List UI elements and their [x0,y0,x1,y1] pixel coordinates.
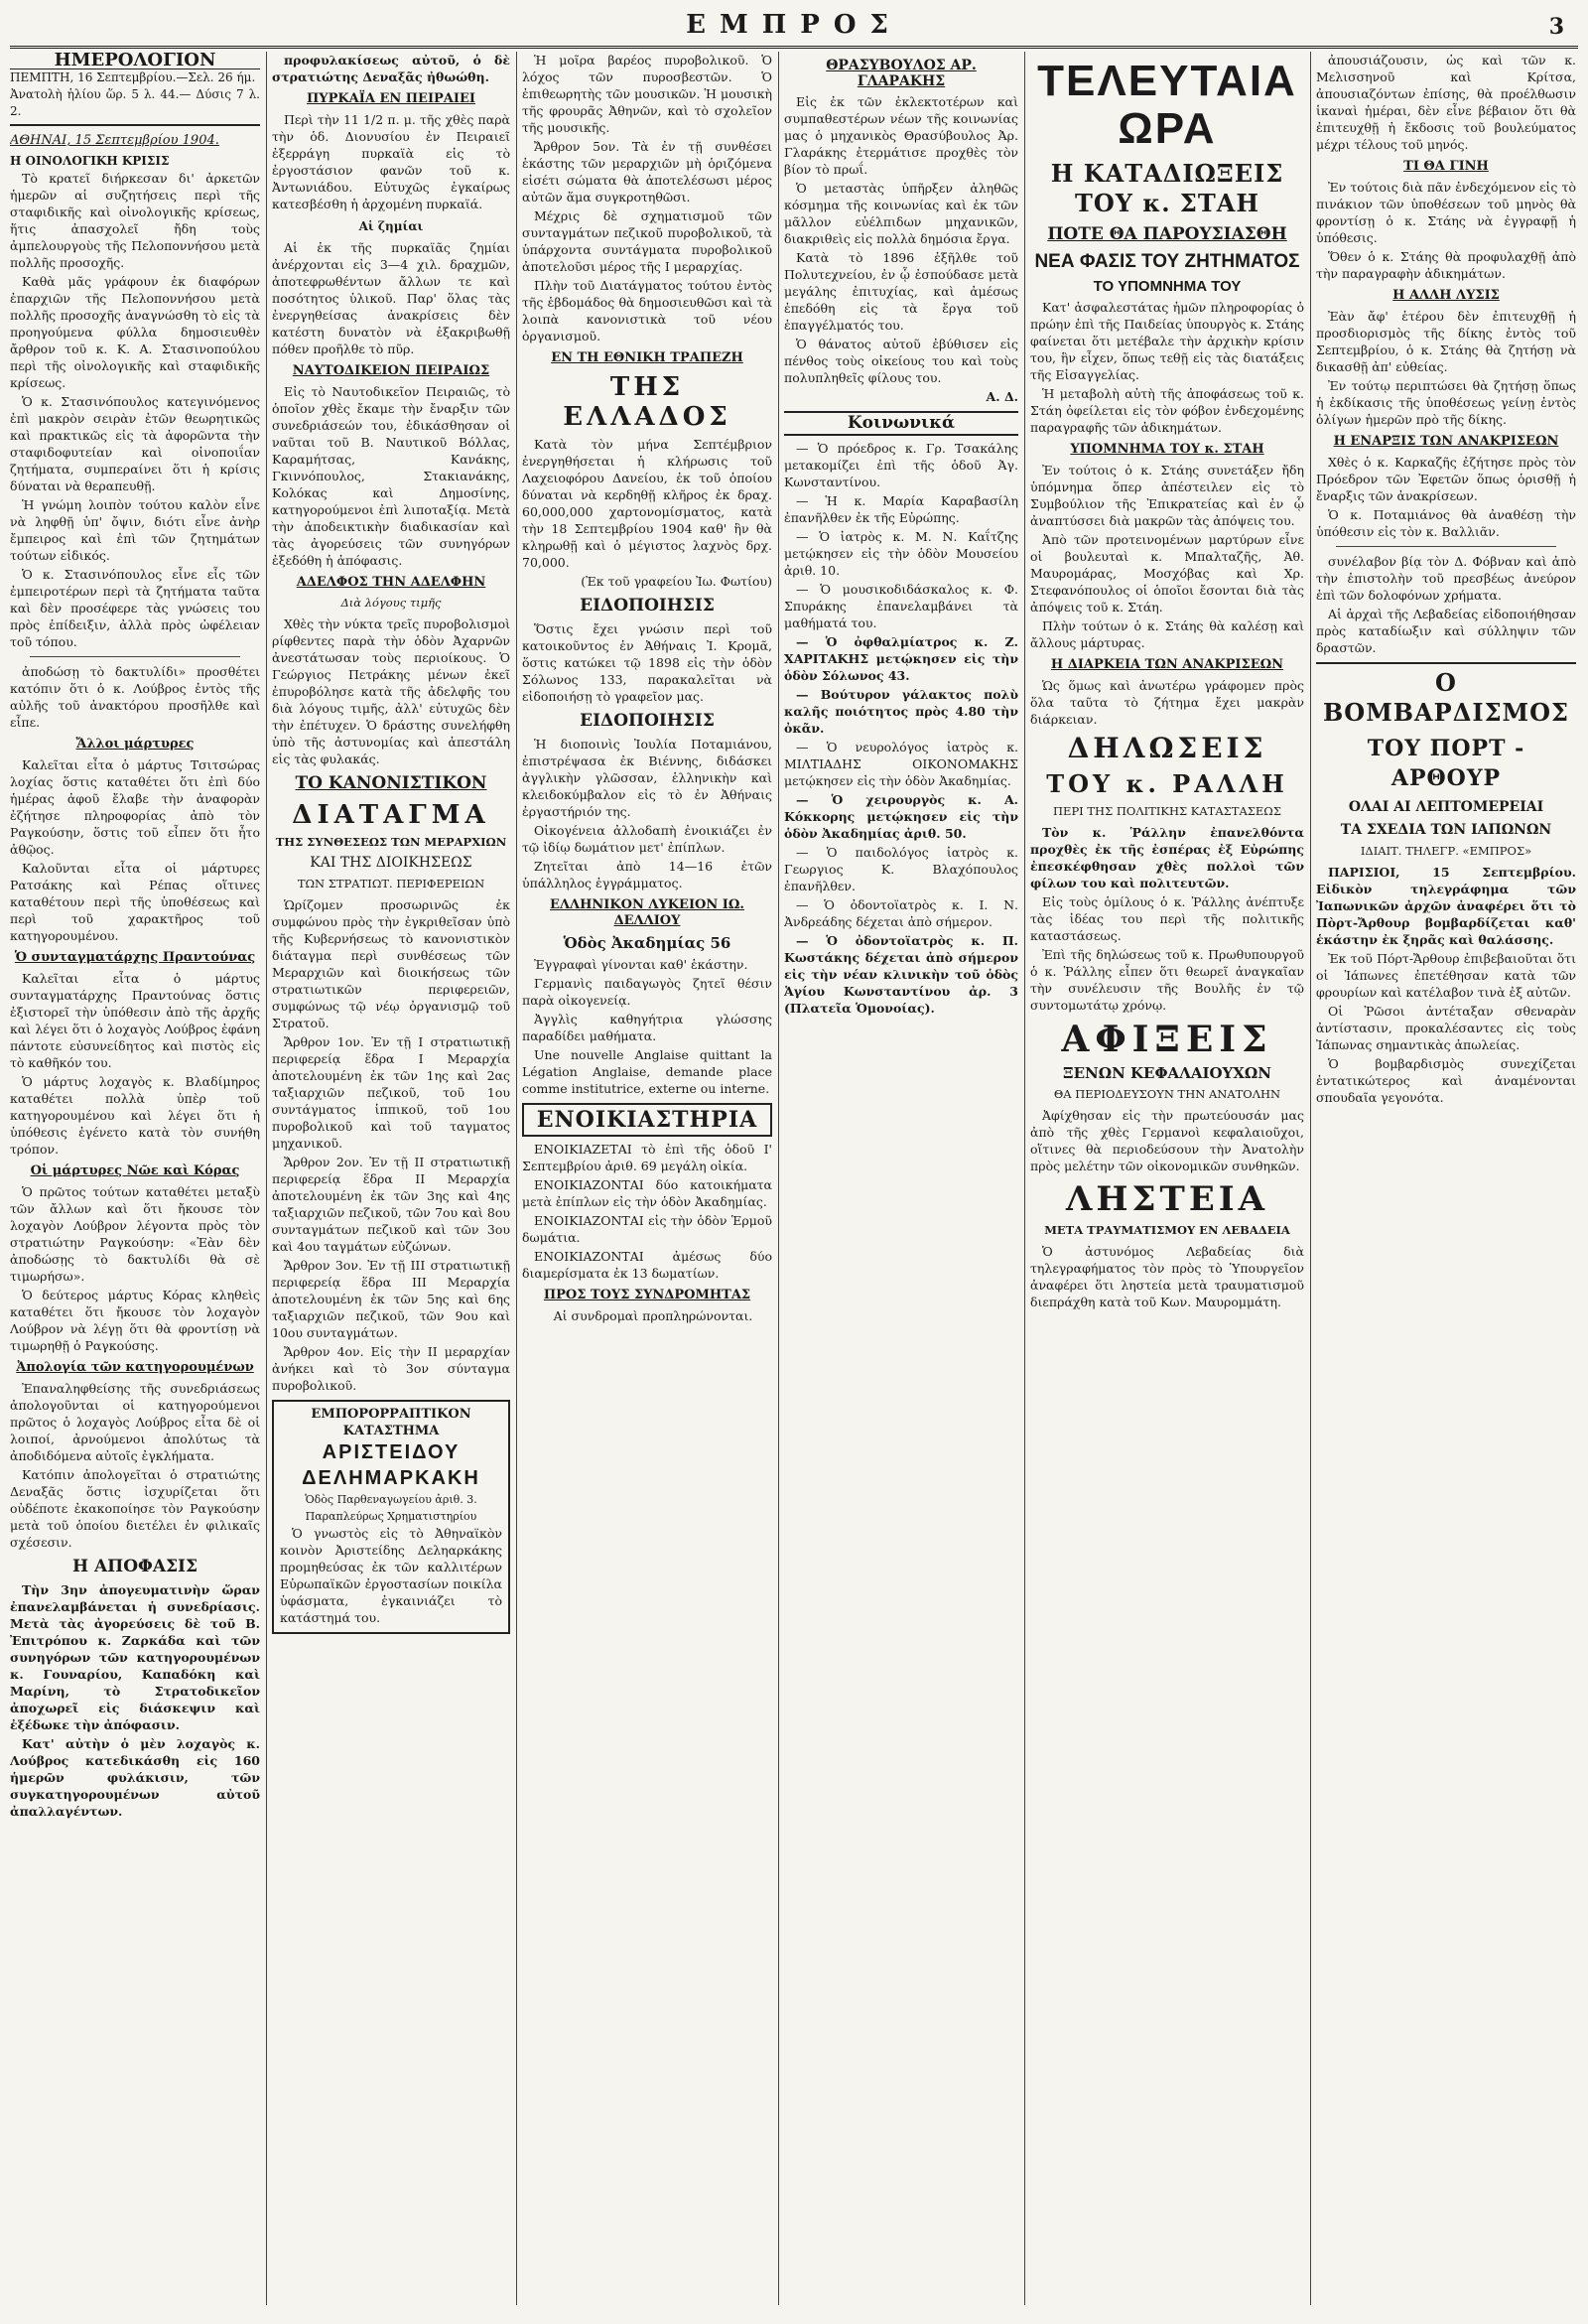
news-item: — Ἡ κ. Μαρία Καραβασίλη ἐπανῆλθεν ἐκ τῆς Εὐρώπης. [784,493,1018,525]
paragraph: Εἰς ἐκ τῶν ἐκλεκτοτέρων καὶ συμπαθεστέρων νέων τῆς κοινωνίας μας ὁ μηχανικὸς Θρασύβουλος Ἀρ. Γλαράκης ἐτερμάτισε προχθὲς τὸν βίον τὸ πρωΐ. [784,94,1018,177]
paragraph: ΠΑΡΙΣΙΟΙ, 15 Σεπτεμβρίου. Εἰδικὸν τηλεγράφημα τῶν Ἰαπωνικῶν ἀρχῶν ἀναφέρει ὅτι τὸ Πὸρτ-Ἄρθουρ βομβαρδίζεται καθ' ἑκάστην ἐκ ξηρᾶς καὶ θαλάσσης. [1316,865,1576,947]
paragraph: ἀπουσιάζουσιν, ὡς καὶ τῶν κ. Μελισσηνοῦ καὶ Κρίτσα, ἀπουσιαζόντων ἐπίσης, θὰ προέλθωσιν ἱκαναὶ ἡμέραι, δὲν εἶνε βέβαιον ὅτι θὰ ἐπιτευχθῇ ἡ ἔκδοσις τοῦ βουλεύματος μέχρι τέλους τοῦ μηνός. [1316,53,1576,152]
paragraph: Ἡ διοποινὶς Ἰουλία Ποταμιάνου, ἐπιστρέψασα ἐκ Βιέννης, διδάσκει ἀγγλικὴν γλῶσσαν, ἑλληνικὴν καὶ κλειδοκύμβαλον εἰς τὸ ἐν Ἀθήναις ἐργαστήριόν της. [522,737,772,819]
paragraph: Αἱ ἀρχαὶ τῆς Λεβαδείας εἰδοποιήθησαν πρὸς καταδίωξιν καὶ σύλληψιν τῶν δραστῶν. [1316,607,1576,655]
news-item: — Ὁ ὀφθαλμίατρος κ. Ζ. ΧΑΡΙΤΑΚΗΣ μετῴκησεν εἰς τὴν ὁδὸν Σόλωνος 43. [784,634,1018,683]
article-headline: ΔΙΑΤΑΓΜΑ [292,800,490,830]
paragraph: Τὸ κρατεῖ διήρκεσαν δι' ἀρκετῶν ἡμερῶν αἱ συζητήσεις περὶ τῆς σταφιδικῆς καὶ οἰνολογικῆς κρίσεως, ἥτις ἀπασχολεῖ ἤδη τοὺς ἀμπελουργοὺς τῆς Πελοποννήσου μετὰ πολλῆς προσοχῆς. [10,171,260,270]
article-headline: ΠΥΡΚΑΪΑ ΕΝ ΠΕΙΡΑΙΕΙ [307,91,475,106]
paragraph: Χθὲς τὴν νύκτα τρεῖς πυροβολισμοὶ ρίφθεντες παρὰ τὴν ὁδὸν Ἀχαρνῶν ἀνεστάτωσαν τοὺς περιοίκους. Ὁ Γεώργιος Πετράκης μένων ἐκεῖ ἐπυροβόλησε κατὰ τῆς ἀδελφῆς του διὰ λόγους τιμῆς, ἀλλ' εὐτυχῶς δὲν τὴν ἐπέτυχεν. Ὁ δράστης συνελήφθη ὑπὸ τῆς ἀστυνομίας καὶ ἀπεστάλη εἰς τὰς φυλακάς. [272,616,510,766]
subheading: ΘΑ ΠΕΡΙΟΔΕΥΣΟΥΝ ΤΗΝ ΑΝΑΤΟΛΗΝ [1053,1087,1281,1101]
paragraph: Ἡ γνώμη λοιπὸν τούτου καλὸν εἶνε νὰ ληφθῇ ὑπ' ὄψιν, διότι εἶνε ἀνὴρ ἔμπειρος καὶ ἐπὶ τῶν ζητημάτων τούτων εἰδικός. [10,497,260,563]
article-headline: ΕΝ ΤΗ ΕΘΝΙΚΗ ΤΡΑΠΕΖΗ [551,350,743,365]
subheading: Αἱ ζημίαι [358,219,424,233]
masthead [10,6,1578,49]
subheading: ΤΑ ΣΧΕΔΙΑ ΤΩΝ ΙΑΠΩΝΩΝ [1340,822,1552,838]
signature: Α. Δ. [986,389,1018,404]
column-4 [784,52,1018,2305]
paragraph: Ὁ μεταστὰς ὑπῆρξεν ἀληθῶς κόσμημα τῆς κοινωνίας καὶ ἐκ τῶν μᾶλλον εὐέλπιδων μηχανικῶν, διακριθεὶς εἰς πολλὰ δημόσια ἔργα. [784,181,1018,246]
subheading: ΠΕΡΙ ΤΗΣ ΠΟΛΙΤΙΚΗΣ ΚΑΤΑΣΤΑΣΕΩΣ [1053,804,1281,818]
article-headline: ΤΟΥ ΠΟΡΤ - ΑΡΘΟΥΡ [1367,736,1525,791]
subheading: ΝΕΑ ΦΑΣΙΣ ΤΟΥ ΖΗΤΗΜΑΤΟΣ [1034,251,1300,272]
news-item: — Ὁ ὀδοντοϊατρὸς κ. Π. Κωστάκης δέχεται ἀπὸ σήμερον εἰς τὴν νέαν κλινικὴν τοῦ ὁδὸς Ἁγίου Κωνσταντίνου ἀρ. 3 (Πλατεῖα Ὁμονοίας). [784,933,1018,1016]
newspaper-title: ΕΜΠΡΟΣ [686,10,902,40]
paragraph: Ὁ γνωστὸς εἰς τὸ Ἀθηναϊκὸν κοινὸν Ἀριστείδης Δεληαρκάκης προμηθεύσας ἐκ τῶν καλλιτέρων Εὐρωπαϊκῶν ἐργοστασίων ποικίλα ὑφάσματα, ἐγκαινιάζει τὸ κατάστημά του. [280,1526,502,1625]
paragraph: Κατὰ τὸ 1896 ἐξῆλθε τοῦ Πολυτεχνείου, ἐν ᾧ ἐσπούδασε μετὰ μεγάλης ἐπιτυχίας, καὶ ἀμέσως ἐπεδόθη εἰς τὰ ἔργα τοῦ ἐπαγγέλματός του. [784,250,1018,333]
article-headline: Η ΟΙΝΟΛΟΓΙΚΗ ΚΡΙΣΙΣ [10,154,170,168]
paragraph: Ὡρίζομεν προσωρινῶς ἐκ συμφώνου πρὸς τὴν ἐγκριθεῖσαν ὑπὸ τῆς Κυβερνήσεως τὸ κανονιστικὸν διάταγμα περὶ συνθέσεως τῶν Μεραρχιῶν καὶ διοικήσεως τῶν στρατιωτικῶν περιφερειῶν, συμφώνως τῷ νέῳ ὀργανισμῷ τοῦ Στρατοῦ. [272,897,510,1030]
newspaper-page [10,6,1578,2318]
column-rule [1310,52,1311,2305]
paragraph: Ἄρθρον 3ον. Ἐν τῇ ΙΙΙ στρατιωτικῇ περιφερείᾳ ἕδρα ΙΙΙ Μεραρχία ἀποτελουμένη ἐκ τῶν 5ης καὶ 6ης ταξιαρχιῶν πεζικοῦ, τῶν 9ου καὶ 10ου συνταγμάτων. [272,1258,510,1340]
calendar-title: ΗΜΕΡΟΛΟΓΙΟΝ [10,52,260,69]
paragraph: Χθὲς ὁ κ. Καρκαζῆς ἐζήτησε πρὸς τὸν Πρόεδρον τῶν Ἐφετῶν ὅπως ὁρισθῇ ἡ ἔναρξις τῶν ἀνακρίσεων. [1316,455,1576,503]
paragraph: Ἀφίχθησαν εἰς τὴν πρωτεύουσάν μας ἀπὸ τῆς χθὲς Γερμανοὶ κεφαλαιοῦχοι, οἵτινες θὰ περιοδεύσουν τὴν Ἀνατολὴν πρὸς μελέτην τῶν οἰκονομικῶν συνθηκῶν. [1030,1108,1304,1173]
column-rule [778,52,779,2305]
article-headline: ΛΗΣΤΕΙΑ [1065,1179,1269,1219]
paragraph: (Ἐκ τοῦ γραφείου Ἰω. Φωτίου) [581,574,772,589]
news-item: — Ὁ ὀδοντοϊατρὸς κ. Ι. Ν. Ἀνδρεάδης δέχεται ἀπὸ σήμερον. [784,897,1018,929]
paragraph: Ὁ θάνατος αὐτοῦ ἐβύθισεν εἰς πένθος τοὺς οἰκείους του καὶ τοὺς πολυπληθεῖς φίλους του. [784,337,1018,385]
divider [30,656,240,657]
paragraph: Τὸν κ. Ῥάλλην ἐπανελθόντα προχθὲς ἐκ τῆς ἐσπέρας ἐξ Εὐρώπης ἐπεσκέφθησαν χθὲς πολλοὶ τῶν φίλων του καὶ πολιτευτῶν. [1030,825,1304,890]
section-heading: ΕΝΟΙΚΙΑΣΤΗΡΙΑ [522,1103,772,1137]
article-headline: ΔΗΛΩΣΕΙΣ [1067,732,1267,764]
subheading: ΚΑΙ ΤΗΣ ΔΙΟΙΚΗΣΕΩΣ [310,855,472,871]
article-headline: ΘΡΑΣΥΒΟΥΛΟΣ ΑΡ. ΓΛΑΡΑΚΗΣ [826,58,977,89]
column-rule [266,52,267,2305]
column-6 [1316,52,1576,2305]
paragraph: συνέλαβον βίᾳ τὸν Δ. Φόβναν καὶ ἀπὸ τὴν ἐπιστολὴν τοῦ πρεσβέως ἀνεύρον ἐπὶ τῶν δολοφόνων χρήματα. [1316,554,1576,603]
paragraph: Καλεῖται εἶτα ὁ μάρτυς Τσιτσώρας λοχίας ὅστις καταθέτει ὅτι ἐπὶ δύο ἡμέρας ἀφοῦ ἔλαβε τὴν ἀναφορὰν ἐζήτησε πληροφορίας ἀπὸ τὸν Ραγκούσην, ὅστις τοῦ εἶπεν ὅτι ἦτο ἀθῷος. [10,757,260,857]
subheading: ΞΕΝΩΝ ΚΕΦΑΛΑΙΟΥΧΩΝ [1063,1064,1271,1082]
paragraph: Ὁ μάρτυς λοχαγὸς κ. Βλαδίμηρος καταθέτει πολλὰ ὑπὲρ τοῦ κατηγορουμένου καὶ λέγει ὅτι ἡ ὑπόθεσις ἐγένετο κατὰ τὸν συνήθη τρόπον. [10,1074,260,1157]
subheading: ΜΕΤΑ ΤΡΑΥΜΑΤΙΣΜΟΥ ΕΝ ΛΕΒΑΔΕΙΑ [1044,1223,1290,1237]
calendar-line: ΠΕΜΠΤΗ, 16 Σεπτεμβρίου.—Σελ. 26 ήμ. [10,70,256,84]
subheading: Η ΔΙΑΡΚΕΙΑ ΤΩΝ ΑΝΑΚΡΙΣΕΩΝ [1050,657,1284,672]
news-item: — Ὁ ἰατρὸς κ. Μ. Ν. Καΐτζης μετῴκησεν εἰς τὴν ὁδὸν Μουσείου ἀριθ. 10. [784,529,1018,578]
paragraph: Εἰς τὸ Ναυτοδικεῖον Πειραιῶς, τὸ ὁποῖον χθὲς ἔκαμε τὴν ἔναρξιν τῶν συνεδριάσεών του, ἐδικάσθησαν οἱ ναῦται τοῦ Β. Ναυτικοῦ Βόλλας, Καραμήτσας, Κανάκης, Γκιννόπουλος, Στακιανάκης, Κολόκας καὶ Δημοσίνης, κατηγορούμενοι ἐπὶ λιποταξίᾳ. Μετὰ τὴν ἀποδεικτικὴν διαδικασίαν καὶ τὰς ἀγορεύσεις τῶν συνηγόρων ἐξεδόθη ἡ ἀπόφασις. [272,384,510,568]
paragraph: Ζητεῖται ἀπὸ 14—16 ἐτῶν ὑπάλληλος ἐγγράμματος. [522,859,772,890]
paragraph: Ἐν τούτοις ὁ κ. Στάης συνετάξεν ἤδη ὑπόμνημα ὅπερ ἀπέστειλεν εἰς τὸ Συμβούλιον τῆς Ἐπικρατείας καὶ ἐν ᾧ ἀναπτύσσει διὰ μακρῶν τὰς ἀπόψεις του. [1030,463,1304,528]
paragraph: Κατ' αὐτὴν ὁ μὲν λοχαγὸς κ. Λούβρος κατεδικάσθη εἰς 160 ἡμερῶν φυλάκισιν, τῶν συγκατηγορουμένων αὐτοῦ ἀπαλλαγέντων. [10,1736,260,1819]
paragraph: Ἄρθρον 4ον. Εἰς τὴν ΙΙ μεραρχίαν ἀνήκει καὶ τὸ 3ον σύνταγμα πυροβολικοῦ. [272,1344,510,1393]
article-headline: ΕΙΔΟΠΟΙΗΣΙΣ [580,596,715,615]
subheading: ΤΩΝ ΣΤΡΑΤΙΩΤ. ΠΕΡΙΦΕΡΕΙΩΝ [297,877,485,890]
subheading: Ἄλλοι μάρτυρες [75,737,195,752]
calendar-line: Ἀνατολὴ ἡλίου ὥρ. 5 λ. 44.— Δύσις 7 λ. 2. [10,87,260,118]
subheading: Ὁ συνταγματάρχης Πραντούνας [14,950,256,965]
article-headline: ΕΙΔΟΠΟΙΗΣΙΣ [580,711,715,731]
paragraph: Ἐκ τοῦ Πόρτ-Ἄρθουρ ἐπιβεβαιοῦται ὅτι οἱ Ἰάπωνες ἐπετέθησαν κατὰ τῶν φρουρίων καὶ κατέλαβον τινὰ ἐξ αὐτῶν. [1316,951,1576,1000]
classified-ad: ΕΝΟΙΚΙΑΖΟΝΤΑΙ ἀμέσως δύο διαμερίσματα ἐκ 13 δωματίων. [522,1249,772,1281]
paragraph: Ὁ βομβαρδισμὸς συνεχίζεται ἐντατικώτερος καὶ ἀναμένονται σπουδαῖα γεγονότα. [1316,1056,1576,1105]
news-item: — Ὁ πρόεδρος κ. Γρ. Τσακάλης μετακομίζει ἐπὶ τῆς ὁδοῦ Ἀγ. Κωνσταντίνου. [784,441,1018,489]
subheading: ΤΗΣ ΣΥΝΘΕΣΕΩΣ ΤΩΝ ΜΕΡΑΡΧΙΩΝ [275,835,507,849]
paragraph: Ἐν τούτῳ περιπτώσει θὰ ζητήσῃ ὅπως ἡ ἐκδίκασις τῆς ὑποθέσεως γείνῃ ἐντὸς ὀλίγων ἡμερῶν πρὸ τῆς δίκης. [1316,378,1576,427]
article-headline: Η ΚΑΤΑΔΙΩΞΕΙΣ ΤΟΥ κ. ΣΤΑΗ [1050,159,1284,217]
paragraph: Γερμανὶς παιδαγωγὸς ζητεῖ θέσιν παρὰ οἰκογενείᾳ. [522,976,772,1008]
paragraph: Αἱ ἐκ τῆς πυρκαϊᾶς ζημίαι ἀνέρχονται εἰς 3—4 χιλ. δραχμῶν, ἀποτεφρωθέντων ἄλλων τε καὶ ποσότητος ὑλικοῦ. Παρ' ὅλας τὰς ἐνεργηθείσας ἀνακρίσεις δὲν κατέστη δυνατὸν νὰ ἐξακριβωθῇ πόθεν προῆλθε τὸ πῦρ. [272,240,510,356]
column-rule [516,52,517,2305]
paragraph: Εἰς τοὺς ὁμίλους ὁ κ. Ῥάλλης ἀνέπτυξε τὰς ἰδέας του περὶ τῆς πολιτικῆς καταστάσεως. [1030,894,1304,943]
paragraph: Ἐπαναληφθείσης τῆς συνεδριάσεως ἀπολογοῦνται οἱ κατηγορούμενοι πρῶτος ὁ λοχαγὸς Λούβρος εἶτα δὲ οἱ λοιποί, ἀρνούμενοι ἀπολύτως τὰ ἀποδιδόμενα αὐτοῖς ἐγκλήματα. [10,1381,260,1463]
ad-heading: ΑΡΙΣΤΕΙΔΟΥ ΔΕΛΗΜΑΡΚΑΚΗ [302,1441,480,1489]
news-item: — Ὁ χειρουργὸς κ. Α. Κόκκορης μετῴκησεν εἰς τὴν ὁδὸν Ἀκαδημίας ἀριθ. 50. [784,792,1018,841]
paragraph: Ὁ δεύτερος μάρτυς Κόρας κληθεὶς καταθέτει ὅτι ἤκουσε τὸν λοχαγὸν Λούβρον νὰ λέγῃ ὅτι θὰ φροντίσῃ νὰ τιμωρηθῇ ὁ Ραγκούσης. [10,1288,260,1353]
paragraph: Ὁ πρῶτος τούτων καταθέτει μεταξὺ τῶν ἄλλων καὶ ὅτι ἤκουσε τὸν λοχαγὸν Λούβρον λέγοντα πρὸς τὸν στρατιώτην Ραγκούσην: «Ἐὰν δὲν ἀποδώσῃς τὸ δακτυλίδι θὰ σὲ τιμωρήσω». [10,1184,260,1284]
paragraph: Καλοῦνται εἶτα οἱ μάρτυρες Ρατσάκης καὶ Ρέπας οἵτινες καταθέτουν περὶ τῆς ὑποθέσεως καὶ περὶ τοῦ χαρακτῆρος τοῦ κατηγορουμένου. [10,861,260,943]
paragraph: Ὁ ἀστυνόμος Λεβαδείας διὰ τηλεγραφήματος τὸν πρὸς τὸ Ὑπουργεῖον ἀναφέρει ὅτι ληστεία μετὰ τραυματισμοῦ διεπράχθη κατὰ τοῦ Κων. Μαυρομμάτη. [1030,1244,1304,1309]
paragraph: Ἐν τούτοις διὰ πᾶν ἐνδεχόμενον εἰς τὸ πινάκιον τῶν ὑποθέσεων τοῦ μηνὸς θὰ φροντίσῃ ὁ κ. Στάης νὰ ἐγγραφῇ ἡ ὑπόθεσις. [1316,180,1576,245]
paragraph: Ὁ κ. Ποταμιάνος θὰ ἀναθέσῃ τὴν ὑπόθεσιν εἰς τὸν κ. Βαλλιᾶν. [1316,507,1576,539]
article-headline: Ο ΒΟΜΒΑΡΔΙΣΜΟΣ [1316,662,1576,728]
article-headline: ΤΟ ΚΑΝΟΝΙΣΤΙΚΟΝ [295,773,487,793]
paragraph: Ἄρθρον 2ον. Ἐν τῇ ΙΙ στρατιωτικῇ περιφερείᾳ ἕδρα ΙΙ Μεραρχία ἀποτελουμένη ἐκ τῶν 3ης καὶ 4ης ταξιαρχιῶν πεζικοῦ, τῶν 7ου καὶ 8ου συνταγμάτων πεζικοῦ καὶ τῶν 3ου καὶ 4ου ταγμάτων εὐζώνων. [272,1155,510,1254]
paragraph: προφυλακίσεως αὐτοῦ, ὁ δὲ στρατιώτης Δεναξᾶς ἠθωώθη. [272,53,510,84]
subheading: ΠΟΤΕ ΘΑ ΠΑΡΟΥΣΙΑΣΘΗ [1047,224,1287,244]
subheading: Οἱ μάρτυρες Νῶε καὶ Κόρας [30,1163,240,1178]
classified-ad: ΕΝΟΙΚΙΑΖΕΤΑΙ τὸ ἐπὶ τῆς ὁδοῦ Ι' Σεπτεμβρίου ἀριθ. 69 μεγάλη οἰκία. [522,1142,772,1173]
paragraph: Ἐγγραφαὶ γίνονται καθ' ἑκάστην. [534,957,748,972]
paragraph: Οἱ Ῥῶσοι ἀντέταξαν σθεναρὰν ἀντίστασιν, προκαλέσαντες εἰς τοὺς Ἰάπωνας σημαντικὰς ἀπωλείας. [1316,1004,1576,1052]
paragraph: Ἡ μεταβολὴ αὐτὴ τῆς ἀποφάσεως τοῦ κ. Στάη ὀφείλεται εἰς τὸν φόβον ἐνδεχομένης παραγραφῆς τῶν ἀδικημάτων. [1030,386,1304,435]
subheading: Η ΑΠΟΦΑΣΙΣ [71,1557,198,1576]
section-heading: ΠΡΟΣ ΤΟΥΣ ΣΥΝΔΡΟΜΗΤΑΣ [543,1288,751,1302]
paragraph: Ἄρθρον 1ον. Ἐν τῇ Ι στρατιωτικῇ περιφερείᾳ ἕδρα Ι Μεραρχία ἀποτελουμένη ἐκ τῶν 1ης καὶ 2ας ταξιαρχιῶν πεζικοῦ, τοῦ 1ου συντάγματος ἱππικοῦ, τοῦ 1ου πυροβολικοῦ καὶ τοῦ ταγματος μηχανικοῦ. [272,1034,510,1151]
subheading: Η ΑΛΛΗ ΛΥΣΙΣ [1392,288,1500,303]
dateline: ΑΘΗΝΑΙ, 15 Σεπτεμβρίου 1904. [10,133,219,148]
paragraph: Πλὴν τούτων ὁ κ. Στάης θὰ καλέσῃ καὶ ἄλλους μάρτυρας. [1030,618,1304,650]
paragraph: Κατόπιν ἀπολογεῖται ὁ στρατιώτης Δεναξᾶς ὅστις ἰσχυρίζεται ὅτι οὐδέποτε ἐκακοποίησε τὸν Ραγκούσην μετὰ τοῦ ὁποίου διετέλει ἐν φιλικαῖς σχέσεσιν. [10,1467,260,1550]
subheading: ΙΔΙΑΙΤ. ΤΗΛΕΓΡ. «ΕΜΠΡΟΣ» [1360,844,1532,858]
paragraph: Ἀπὸ τῶν προτεινομένων μαρτύρων εἶνε οἱ βουλευταὶ κ. Μπαλταζῆς, Ἀθ. Μαυρομάρας, Μοσχόβας καὶ Χρ. Στεφανόπουλος οἱ ὁποῖοι ἔσονται διὰ τὰς ἀπόψεις τοῦ κ. Στάη. [1030,532,1304,615]
classified-ad: ΕΝΟΙΚΙΑΖΟΝΤΑΙ δύο κατοικήματα μετὰ ἐπίπλων εἰς τὴν ὁδὸν Ἀκαδημίας. [522,1177,772,1209]
paragraph: Ὡς ὅμως καὶ ἀνωτέρω γράφομεν πρὸς ὅλα ταῦτα τὸ ζήτημα ἔχει μακρὰν διάρκειαν. [1030,678,1304,727]
calendar-box [10,52,260,126]
subheading: Ἀπολογία τῶν κατηγορουμένων [16,1360,254,1375]
column-5 [1030,52,1304,2305]
news-item: — Ὁ μουσικοδιδάσκαλος κ. Φ. Σπυράκης ἐπανελαμβάνει τὰ μαθήματά του. [784,582,1018,630]
paragraph: Ὅστις ἔχει γνώσιν περὶ τοῦ κατοικοῦντος ἐν Ἀθήναις Ἰ. Κρομᾶ, ὅστις κατώκει τῷ 1898 εἰς τὴν ὁδὸν Σόλωνος 133, παρακαλεῖται νὰ εἰδοποιήσῃ τὸ γραφεῖον μας. [522,621,772,704]
headline-last-hour: ΤΕΛΕΥΤΑΙΑ ΩΡΑ [1037,57,1297,153]
paragraph: Ὁ κ. Στασινόπουλος εἶνε εἷς τῶν ἐμπειροτέρων περὶ τὰ ζητήματα ταῦτα καὶ δὲν προσέφερε τὰς γνώσεις του πρὸς ἐπίδειξιν, ἀλλὰ πρὸς ὠφέλειαν τοῦ τόπου. [10,567,260,649]
paragraph: Τὴν 3ην ἀπογευματινὴν ὥραν ἐπανελαμβάνεται ἡ συνεδρίασις. Μετὰ τὰς ἀγορεύσεις δὲ τοῦ Β. Ἐπιτρόπου κ. Ζαρκάδα καὶ τῶν συνηγόρων τῶν κατηγορουμένων κ. Γουναρίου, Καπαδόκη καὶ Μαρίνη, τὸ Στρατοδικεῖον ἀποχωρεῖ εἰς διάσκεψιν καὶ ἐξέδωκε τὴν ἀπόφασιν. [10,1582,260,1732]
ad-heading: ΕΜΠΟΡΟΡΡΑΠΤΙΚΟΝ ΚΑΤΑΣΤΗΜΑ [311,1407,471,1438]
page-number: 3 [1548,14,1564,40]
paragraph: Πλὴν τοῦ Διατάγματος τούτου ἐντὸς τῆς ἑβδομάδος θὰ δημοσιευθῶσι καὶ τὰ λοιπὰ κανονιστικὰ τοῦ νέου ὀργανισμοῦ. [522,278,772,343]
paragraph: Καθὰ μᾶς γράφουν ἐκ διαφόρων ἐπαρχιῶν τῆς Πελοποννήσου μετὰ πολλῆς προσοχῆς ἀναγνώσθη τὸ εἰς τὰ προηγούμενα φύλλα δημοσιευθὲν ἄρθρον τοῦ κ. Κ. Α. Στασινοπούλου περὶ τῆς οἰνολογικῆς καὶ σταφιδικῆς κρίσεως. [10,274,260,390]
news-item: — Ὁ νευρολόγος ἰατρὸς κ. ΜΙΛΤΙΑΔΗΣ ΟΙΚΟΝΟΜΑΚΗΣ μετῴκησεν εἰς τὴν ὁδὸν Ἀκαδημίας. [784,740,1018,788]
paragraph: Κατ' ἀσφαλεστάτας ἡμῶν πληροφορίας ὁ πρώην ἐπὶ τῆς Παιδείας ὑπουργὸς κ. Στάης φαίνεται ὅτι μετέβαλε τὴν ἀρχικὴν κρίσιν του, ἣν εἶχεν, ὅπως τεθῇ εἰς τὰς διατάξεις τῆς Εἰσαγγελίας. [1030,300,1304,382]
section-heading: Κοινωνικά [784,411,1018,436]
news-item: — Ὁ παιδολόγος ἰατρὸς κ. Γεωργιος Κ. Βλαχόπουλος ἐπανῆλθεν. [784,845,1018,893]
paragraph: ἀποδώσῃ τὸ δακτυλίδι» προσθέτει κατόπιν ὅτι ὁ κ. Λούβρος ἐντὸς τῆς αὐλῆς τοῦ ἀνακτόρου προσῆλθε καὶ εἶπε. [10,664,260,730]
paragraph: Κατὰ τὸν μήνα Σεπτέμβριον ἐνεργηθήσεται ἡ κλήρωσις τοῦ Λαχειοφόρου Δανείου, ἐκ τοῦ ὁποίου δύναται νὰ κερδηθῇ κλῆρος ἐκ δραχ. 60,000,000 χαρτονομίσματος, κατὰ τὴν 18 Σεπτεμβρίου 1904 καθ' ἣν θὰ κληρωθῇ καὶ ὁ μέγιστος λαχνὸς δρχ. 70,000. [522,437,772,570]
subheading: ΥΠΟΜΝΗΜΑ ΤΟΥ κ. ΣΤΑΗ [1070,442,1264,457]
subheading: Η ΕΝΑΡΞΙΣ ΤΩΝ ΑΝΑΚΡΙΣΕΩΝ [1333,434,1559,449]
paragraph: Ὅθεν ὁ κ. Στάης θὰ προφυλαχθῇ ἀπὸ τὴν παραγραφὴν ἀδικημάτων. [1316,249,1576,281]
column-rule [1024,52,1025,2305]
article-headline: ΤΟΥ κ. ΡΑΛΛΗ [1046,769,1288,798]
article-headline: ΕΛΛΗΝΙΚΟΝ ΛΥΚΕΙΟΝ ΙΩ. ΔΕΛΛΙΟΥ [550,897,744,928]
ad-subheading: Ὁδὸς Παρθεναγωγείου ἀριθ. 3. Παραπλεύρως Χρηματιστηρίου [305,1493,477,1523]
paragraph: Ἐπὶ τῆς δηλώσεως τοῦ κ. Πρωθυπουργοῦ ὁ κ. Ῥάλλης εἶπεν ὅτι θεωρεῖ ἀναγκαῖαν τὴν συνέλευσιν τῆς Βουλῆς ἐν τῷ συντομωτάτῳ χρόνῳ. [1030,947,1304,1013]
column-1 [10,52,260,2305]
paragraph: Ὁ κ. Στασινόπουλος κατεγινόμενος ἐπὶ μακρὸν σειρὰν ἐτῶν θεωρητικῶς καὶ πρακτικῶς εἰς τὰ ἀφορῶντα τὴν σταφιδοφυτείαν καὶ οἰνοποιΐαν ζητήματα, συμπεραίνει ὅτι ἡ κρίσις δύναται νὰ θεραπευθῇ. [10,394,260,493]
article-headline: ΑΦΙΞΕΙΣ [1061,1019,1273,1060]
divider [1336,546,1556,547]
article-headline: ΤΗΣ ΕΛΛΑΔΟΣ [563,372,731,432]
classified-ad: ΕΝΟΙΚΙΑΖΟΝΤΑΙ εἰς τὴν ὁδὸν Ἑρμοῦ δωμάτια. [522,1213,772,1245]
paragraph: Περὶ τὴν 11 1/2 π. μ. τῆς χθὲς παρὰ τὴν ὁδ. Διονυσίου ἐν Πειραιεῖ ἐξερράγη πυρκαϊὰ εἰς τὸ ἐργοστάσιον φανῶν τοῦ κ. Ἀντωνιάδου. Εὐτυχῶς ἐγκαίρως κατεσβέσθη ἡ ἀρχομένη πυρκαϊά. [272,112,510,211]
subheading: ΤΟ ΥΠΟΜΝΗΜΑ ΤΟΥ [1093,278,1242,295]
advertisement-box [272,1400,510,1634]
paragraph: Ἀγγλὶς καθηγήτρια γλώσσης παραδίδει μαθήματα. [522,1012,772,1043]
paragraph: Ἐὰν ἄφ' ἑτέρου δὲν ἐπιτευχθῇ ἡ προσδιορισμὸς τῆς δίκης ἐντὸς τοῦ Σεπτεμβρίου, ὁ κ. Στάης θὰ ζητήσῃ νὰ δικασθῇ ἀπ' εὐθείας. [1316,309,1576,374]
news-item: — Βούτυρον γάλακτος πολὺ καλῆς ποιότητος πρὸς 4.80 τὴν ὀκᾶν. [784,687,1018,736]
column-2 [272,52,510,2305]
subheading: Ὁδὸς Ἀκαδημίας 56 [563,934,731,952]
subheading: ΤΙ ΘΑ ΓΙΝΗ [1403,159,1489,174]
paragraph: Καλεῖται εἶτα ὁ μάρτυς συνταγματάρχης Πραντούνας ὅστις ἐξιστορεῖ τὴν ὑπόθεσιν ἀπὸ τῆς ἀρχῆς καὶ λέγει ὅτι ὁ λοχαγὸς Λούβρος ἐφάνη πάντοτε εὐσυνείδητος καὶ πιστὸς εἰς τὸ καθῆκόν του. [10,971,260,1070]
subheading: ΟΛΑΙ ΑΙ ΛΕΠΤΟΜΕΡΕΙΑΙ [1348,799,1544,815]
paragraph: Ἄρθρον 5ον. Τὰ ἐν τῇ συνθέσει ἑκάστης τῶν μεραρχιῶν μὴ ὁριζόμενα εἰσέτι σώματα θὰ ἀποτελέσωσι μέρος αὐτῶν ἅμα συγκροτηθῶσι. [522,139,772,205]
paragraph: Μέχρις δὲ σχηματισμοῦ τῶν συνταγμάτων πεζικοῦ πυροβολικοῦ, τὰ ὑπάρχοντα συντάγματα πυροβολικοῦ ἀποτελοῦσι μέρος τῆς Ι μεραρχίας. [522,208,772,274]
paragraph: Une nouvelle Anglaise quittant la Légation Anglaise, demande place comme institutrice, externe ou interne. [522,1047,772,1096]
paragraph: Αἱ συνδρομαὶ προπληρώνονται. [553,1308,753,1323]
column-3 [522,52,772,2305]
paragraph: Οἰκογένεια ἀλλοδαπὴ ἐνοικιάζει ἐν τῷ ἰδίῳ δωμάτιον μετ' ἐπίπλων. [522,823,772,855]
subheading: Διὰ λόγους τιμῆς [340,596,442,610]
article-headline: ΑΔΕΛΦΟΣ ΤΗΝ ΑΔΕΛΦΗΝ [296,575,486,590]
article-headline: ΝΑΥΤΟΔΙΚΕΙΟΝ ΠΕΙΡΑΙΩΣ [292,363,490,378]
paragraph: Ἡ μοῖρα βαρέος πυροβολικοῦ. Ὁ λόχος τῶν πυροσβεστῶν. Ὁ ἐπιθεωρητὴς τῶν μουσικῶν. Ἡ μουσικὴ τῆς φρουρᾶς Ἀθηνῶν, καὶ τὸ σχολεῖον τῆς μουσικῆς. [522,53,772,135]
